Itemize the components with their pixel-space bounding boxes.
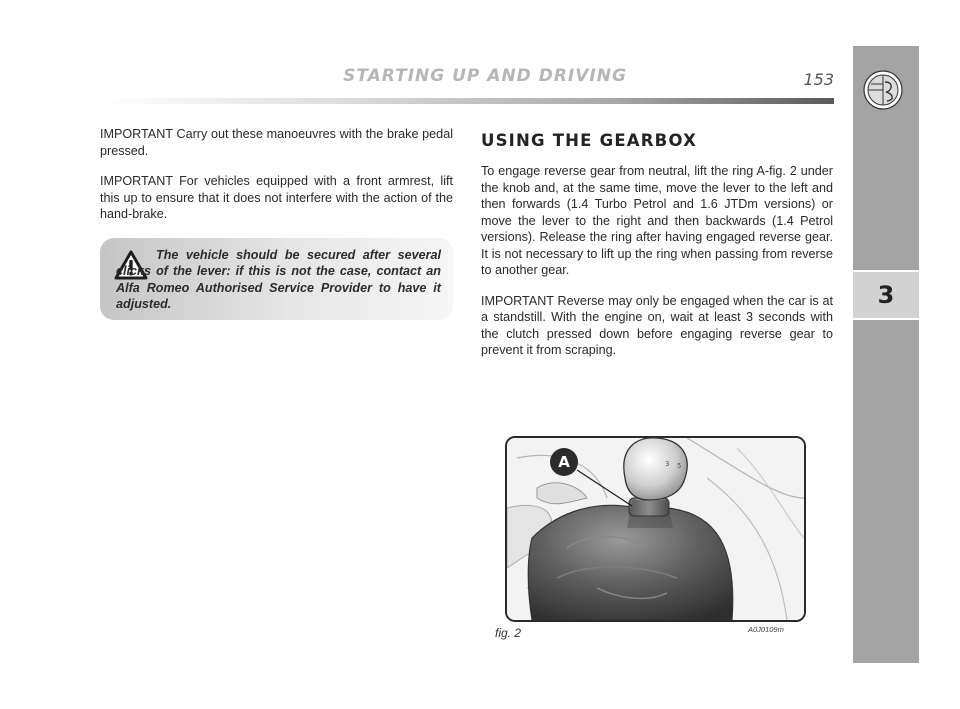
chapter-tab-3[interactable]: 3	[853, 270, 919, 320]
running-head-title: STARTING UP AND DRIVING	[343, 66, 627, 86]
right-column-text	[481, 163, 833, 359]
figure-caption: fig. 2	[495, 626, 522, 640]
section-heading: USING THE GEARBOX	[481, 131, 698, 150]
svg-text:3: 3	[665, 460, 670, 468]
left-column-text	[100, 126, 453, 223]
warning-text: The vehicle should be secured after several clicks of the lever: if this is not the case, contact an Alfa Romeo Authorised Service Provider to have it adjusted.	[116, 248, 441, 311]
important-note-brake: IMPORTANT Carry out these manoeuvres with the brake pedal pressed.	[100, 127, 453, 158]
page-number: 153	[803, 70, 834, 89]
figure-code: A0J0109m	[748, 625, 784, 634]
chapter-sidebar	[853, 46, 919, 663]
alfa-romeo-badge-icon	[863, 70, 903, 110]
important-note-armrest: IMPORTANT For vehicles equipped with a front armrest, lift this up to ensure that it does not interfere with the action of the hand-brake.	[100, 174, 453, 221]
callout-label-a: A	[550, 448, 578, 476]
reverse-gear-instructions: To engage reverse gear from neutral, lift the ring A-fig. 2 under the knob and, at the same time, move the lever to the left and then forwards (1.4 Turbo Petrol and 1.6 JTDm versions) or move the lever to the right and then backwards (1.4 Petrol versions). Release the ring after having engaged reverse gear. It is not necessary to lift up the ring when passing from reverse to another gear.	[481, 164, 833, 277]
header-divider	[100, 98, 834, 104]
svg-text:5: 5	[677, 462, 682, 470]
important-note-reverse: IMPORTANT Reverse may only be engaged when the car is at a standstill. With the engine on, wait at least 3 seconds with the clutch pressed down before engaging reverse gear to prevent it from scraping.	[481, 293, 833, 357]
warning-box	[100, 238, 453, 320]
